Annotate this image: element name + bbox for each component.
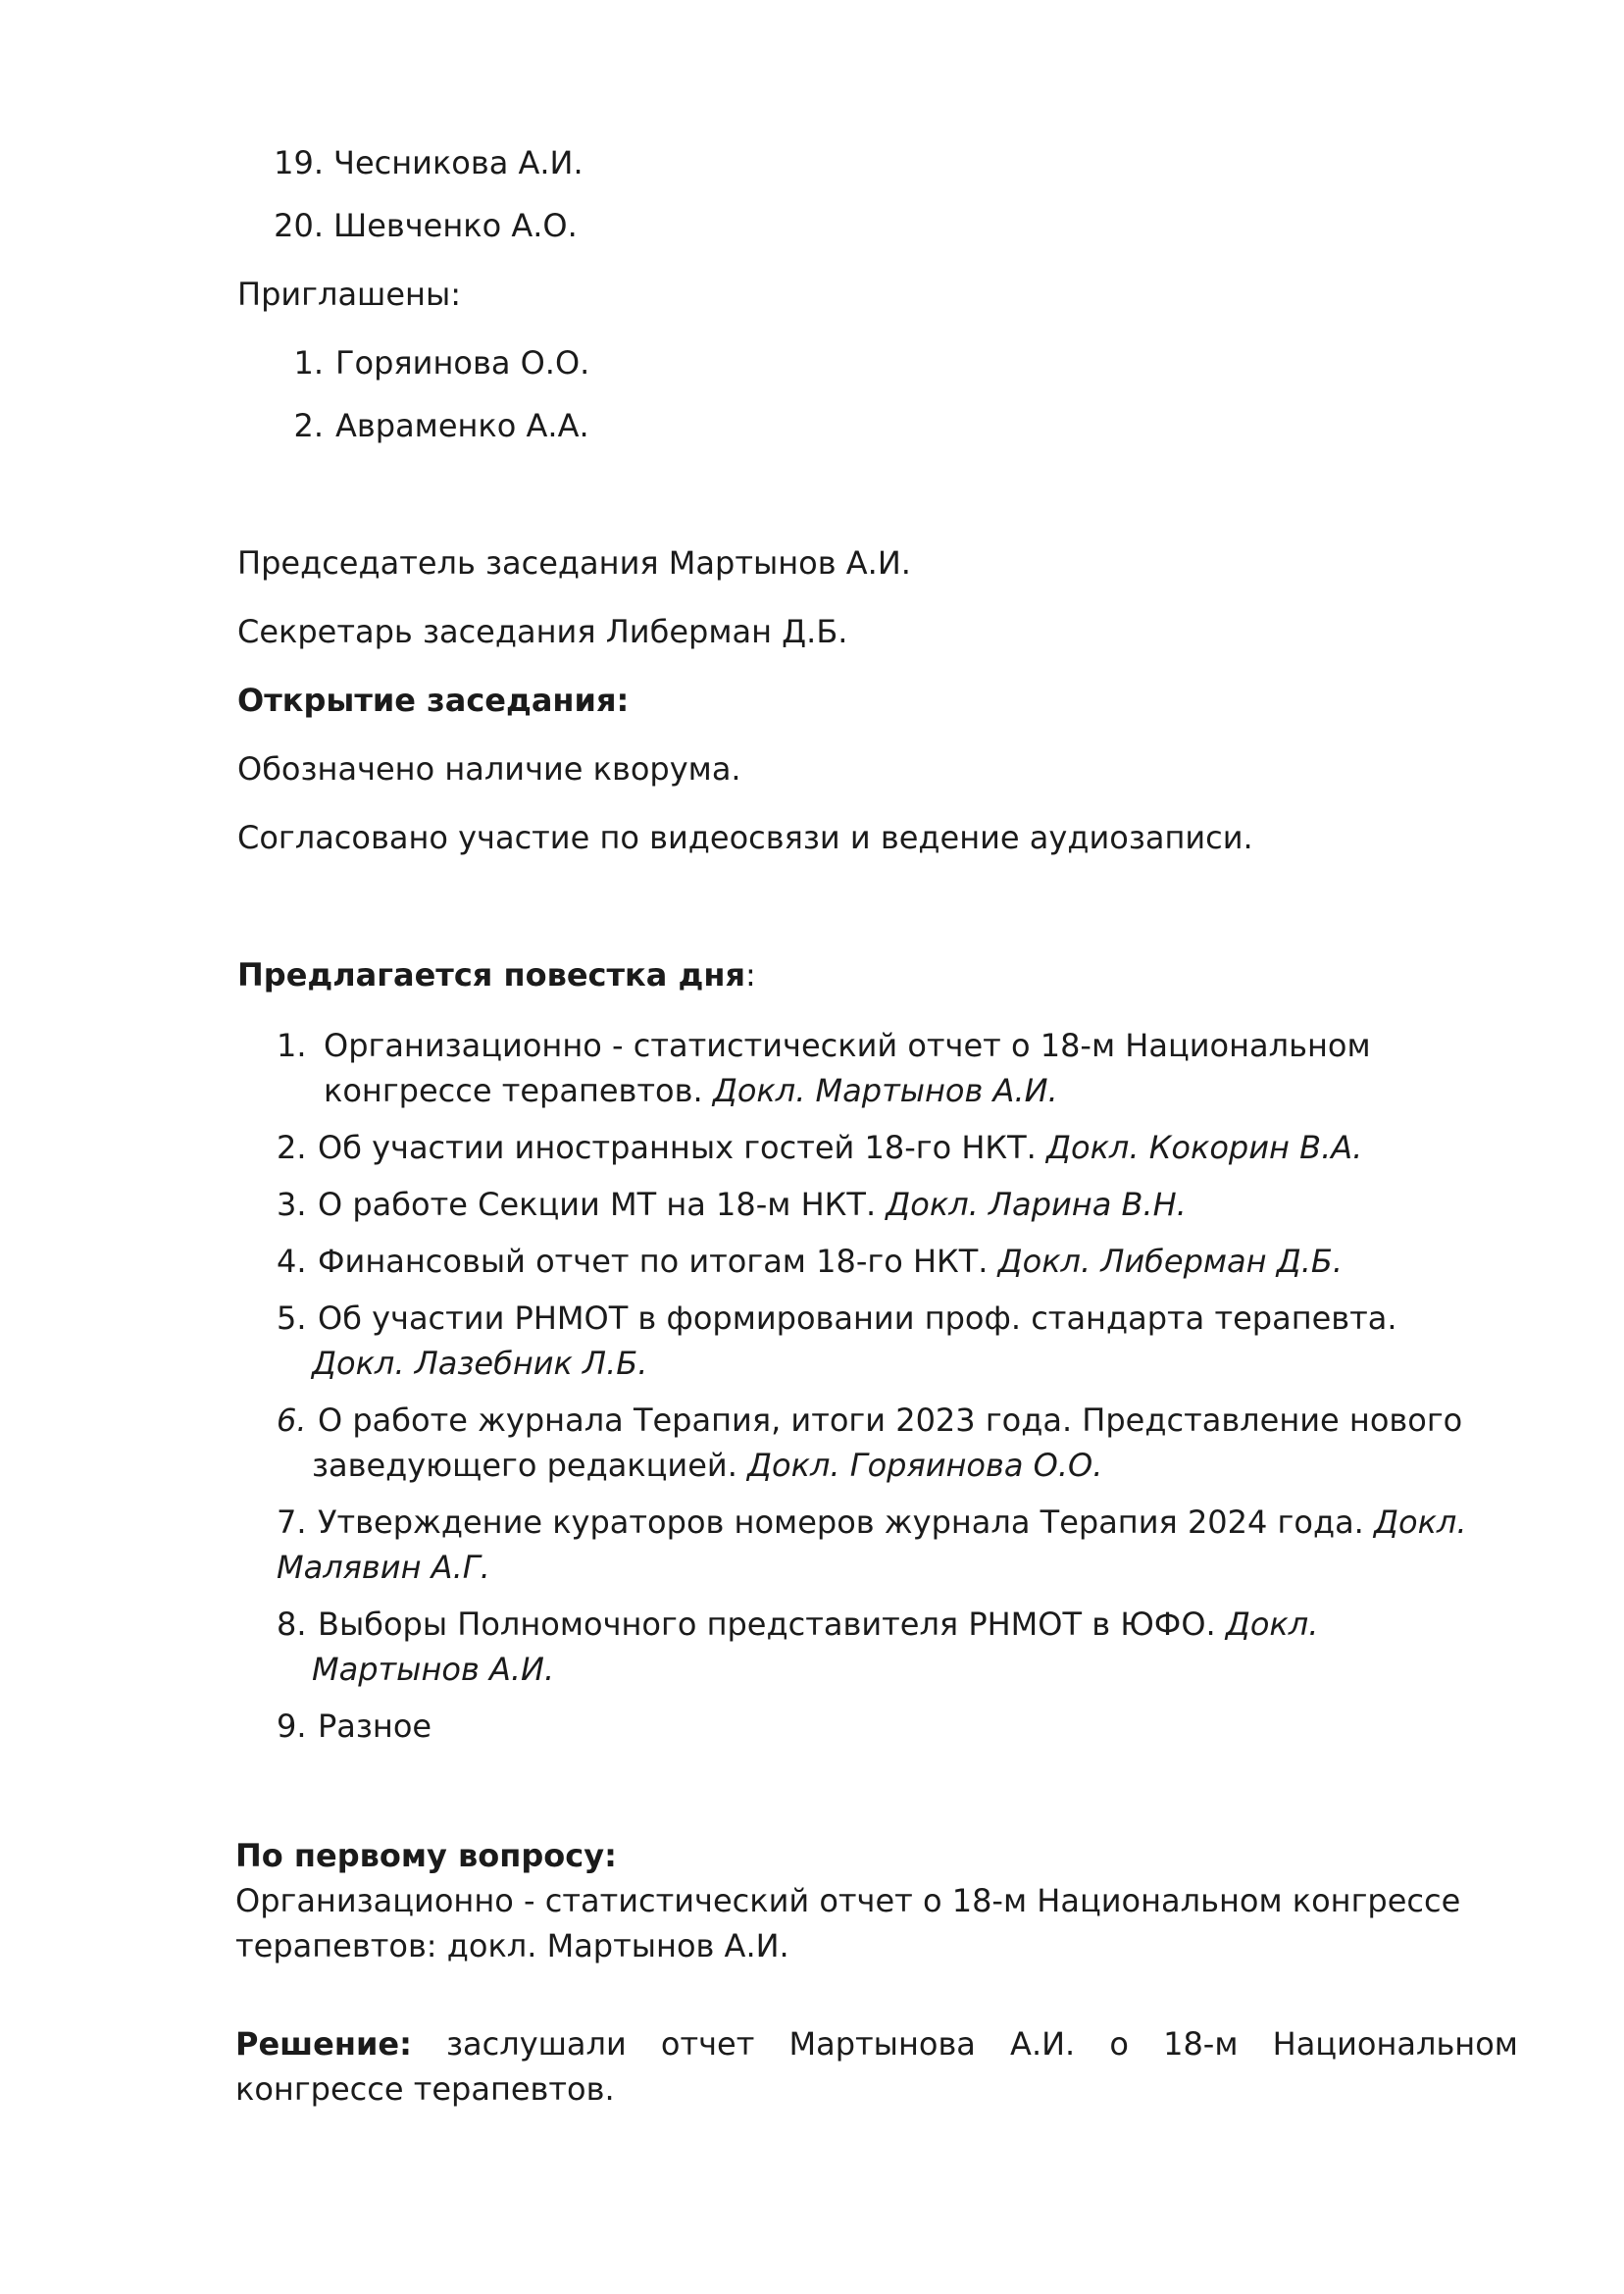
agenda-item-text: Об участии РНМОТ в формировании проф. стандарта терапевта. bbox=[318, 1300, 1397, 1337]
agenda-item-speaker: Докл. Лазебник Л.Б. bbox=[312, 1345, 648, 1382]
member-number: 20. bbox=[274, 207, 324, 244]
secretary-line: Секретарь заседания Либерман Д.Б. bbox=[237, 613, 848, 650]
agenda-item-text bbox=[324, 1071, 1058, 1110]
agenda-item-title: Финансовый отчет по итогам 18-го НКТ. bbox=[318, 1243, 998, 1280]
first-question-heading: По первому вопросу: bbox=[235, 1837, 617, 1874]
decision-word: 18-м bbox=[1163, 2025, 1239, 2063]
agenda-item-text bbox=[318, 1128, 1362, 1167]
agenda-item-number: 3. bbox=[277, 1186, 307, 1223]
member-number: 19. bbox=[274, 144, 324, 181]
agenda-item-number: 5. bbox=[277, 1300, 307, 1337]
invited-number: 1. bbox=[293, 344, 324, 382]
agenda-item-number: 9. bbox=[277, 1708, 307, 1745]
agenda-item-number: 7. bbox=[277, 1504, 307, 1541]
agenda-item-speaker: Мартынов А.И. bbox=[312, 1651, 555, 1688]
agenda-item-text bbox=[318, 1605, 1318, 1644]
agenda-item-title: Выборы Полномочного представителя РНМОТ в ЮФО. bbox=[318, 1606, 1226, 1643]
decision-word: о bbox=[1109, 2025, 1129, 2063]
opening-line: Согласовано участие по видеосвязи и ведение аудиозаписи. bbox=[237, 819, 1253, 856]
opening-line: Обозначено наличие кворума. bbox=[237, 750, 741, 788]
agenda-item-speaker: Докл. Либерман Д.Б. bbox=[997, 1243, 1344, 1280]
chairman-line: Председатель заседания Мартынов А.И. bbox=[237, 544, 911, 582]
agenda-item-title: Утверждение кураторов номеров журнала Терапия 2024 года. bbox=[318, 1504, 1375, 1541]
agenda-item-title: О работе Секции МТ на 18-м НКТ. bbox=[318, 1186, 887, 1223]
opening-heading: Открытие заседания: bbox=[237, 682, 630, 719]
agenda-item-speaker: Докл. Кокорин В.А. bbox=[1046, 1129, 1363, 1166]
agenda-item-text bbox=[318, 1242, 1343, 1281]
decision-word: Национальном bbox=[1272, 2025, 1518, 2063]
invited-name: Авраменко А.А. bbox=[335, 407, 589, 444]
first-question-line: терапевтов: докл. Мартынов А.И. bbox=[235, 1927, 789, 1964]
agenda-item-number: 2. bbox=[277, 1129, 307, 1166]
decision-word: отчет bbox=[660, 2025, 755, 2063]
invited-name: Горяинова О.О. bbox=[335, 344, 590, 382]
decision-word: А.И. bbox=[1010, 2025, 1076, 2063]
agenda-heading-colon: : bbox=[745, 956, 756, 994]
agenda-item-speaker: Докл. Мартынов А.И. bbox=[712, 1072, 1058, 1109]
agenda-item-speaker: Докл. bbox=[1374, 1504, 1467, 1541]
agenda-item-text bbox=[312, 1446, 1102, 1485]
agenda-item-speaker: Докл. Горяинова О.О. bbox=[747, 1447, 1103, 1484]
agenda-item-number: 6. bbox=[277, 1402, 307, 1439]
invited-label: Приглашены: bbox=[237, 276, 461, 313]
agenda-item-text bbox=[318, 1185, 1187, 1224]
agenda-item-text: Организационно - статистический отчет о 18-м Национальном bbox=[324, 1027, 1371, 1064]
agenda-heading bbox=[237, 955, 756, 994]
decision-line bbox=[235, 2024, 1518, 2064]
agenda-item-title: заведующего редакцией. bbox=[312, 1447, 748, 1484]
first-question-line: Организационно - статистический отчет о 18-м Национальном конгрессе bbox=[235, 1882, 1461, 1919]
agenda-item-speaker: Докл. bbox=[1225, 1606, 1319, 1643]
agenda-item-text bbox=[318, 1503, 1467, 1542]
agenda-item-speaker: Малявин А.Г. bbox=[277, 1549, 490, 1586]
agenda-item-title: Об участии иностранных гостей 18-го НКТ. bbox=[318, 1129, 1046, 1166]
decision-label: Решение: bbox=[235, 2025, 412, 2063]
agenda-heading-text: Предлагается повестка дня bbox=[237, 956, 745, 994]
decision-word: заслушали bbox=[446, 2025, 627, 2063]
agenda-item-number: 4. bbox=[277, 1243, 307, 1280]
agenda-item-title: конгрессе терапевтов. bbox=[324, 1072, 713, 1109]
invited-number: 2. bbox=[293, 407, 324, 444]
agenda-item-text: О работе журнала Терапия, итоги 2023 года. Представление нового bbox=[318, 1402, 1463, 1439]
member-name: Чесникова А.И. bbox=[333, 144, 584, 181]
agenda-item-speaker: Докл. Ларина В.Н. bbox=[886, 1186, 1187, 1223]
member-name: Шевченко А.О. bbox=[333, 207, 578, 244]
decision-word: Мартынова bbox=[788, 2025, 976, 2063]
agenda-item-number: 8. bbox=[277, 1606, 307, 1643]
agenda-item-text: Разное bbox=[318, 1708, 432, 1745]
decision-line-2: конгрессе терапевтов. bbox=[235, 2070, 615, 2108]
agenda-item-number: 1. bbox=[277, 1027, 307, 1064]
